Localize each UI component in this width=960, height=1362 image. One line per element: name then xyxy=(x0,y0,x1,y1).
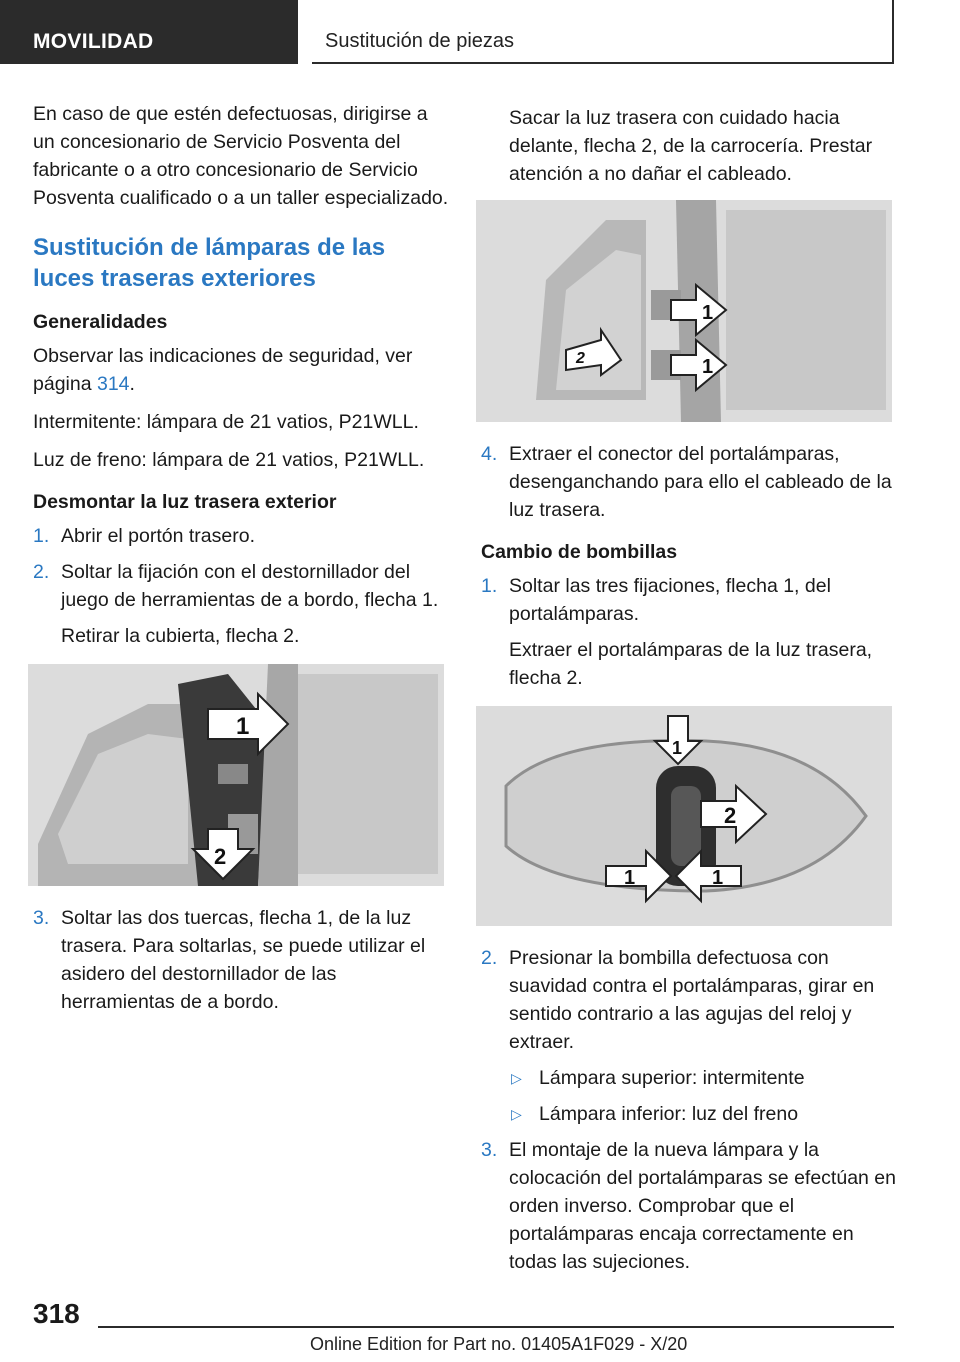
header-chapter-label: Sustitución de piezas xyxy=(325,30,515,52)
remove-subheading: Desmontar la luz trasera exterior xyxy=(33,491,337,513)
turn-signal-spec: Intermitente: lámpara de 21 vatios, P21WLL. xyxy=(33,411,419,433)
step-text: Presionar la bombilla defectuosa con suavidad contra el portalámparas, girar en sentido contrario a las agujas del reloj y extraer. xyxy=(509,947,875,1053)
figure-callout: 2 xyxy=(724,803,737,828)
header-chapter-tab xyxy=(312,0,894,64)
triangle-bullet-icon: ▷ xyxy=(511,1106,522,1122)
figure-callout: 1 xyxy=(712,867,724,889)
figure-callout: 1 xyxy=(236,713,250,740)
bullet-item xyxy=(481,1100,899,1128)
general-subheading: Generalidades xyxy=(33,311,168,333)
step-text: Soltar las tres fijaciones, flecha 1, del portalámparas. xyxy=(509,575,831,625)
header-section-label: MOVILIDAD xyxy=(33,30,154,53)
safety-text: Observar las indicaciones de seguridad, ver página xyxy=(33,345,413,395)
step-item xyxy=(33,904,451,1016)
step-text: Abrir el portón trasero. xyxy=(61,525,256,547)
left-column xyxy=(33,100,451,1024)
safety-end: . xyxy=(129,373,135,395)
step-item xyxy=(481,944,899,1056)
header-section-tab xyxy=(0,0,298,64)
section-heading: Sustitución de lámparas de las luces traseras exteriores xyxy=(33,234,386,292)
brake-light-spec: Luz de freno: lámpara de 21 vatios, P21WLL. xyxy=(33,449,425,471)
step-text: El montaje de la nueva lámpara y la colocación del portalámparas se efectúan en orden inverso. Comprobar que el portalámparas encaja correctamente en todas las sujeciones. xyxy=(509,1139,896,1273)
step-text: Soltar la fijación con el destornillador del juego de herramientas de a bordo, flecha 1. xyxy=(61,561,439,611)
bulb-holder-illustration xyxy=(476,706,892,926)
footer-divider xyxy=(98,1326,894,1328)
bullet-text: Lámpara inferior: luz del freno xyxy=(539,1103,799,1125)
figure-callout: 2 xyxy=(576,350,585,367)
bulb-subheading: Cambio de bombillas xyxy=(481,541,678,563)
step-text: Extraer el conector del portalámparas, desenganchando para ello el cableado de la luz trasera. xyxy=(509,443,892,521)
step-item xyxy=(33,522,451,550)
step-number: 1. xyxy=(33,525,50,547)
figure-callout: 1 xyxy=(702,302,714,324)
step-item xyxy=(481,572,899,628)
step-extra: Extraer el portalámparas de la luz trasera, flecha 2. xyxy=(509,639,873,689)
tail-light-removal-illustration xyxy=(476,200,892,422)
tail-light-cover-illustration xyxy=(28,664,444,886)
continued-paragraph: Sacar la luz trasera con cuidado hacia delante, flecha 2, de la carrocería. Prestar atención a no dañar el cableado. xyxy=(509,107,873,185)
step-number: 3. xyxy=(481,1139,498,1161)
bullet-item xyxy=(481,1064,899,1092)
step-number: 4. xyxy=(481,443,498,465)
triangle-bullet-icon: ▷ xyxy=(511,1070,522,1086)
step-number: 3. xyxy=(33,907,50,929)
step-item xyxy=(481,1136,899,1276)
step-number: 2. xyxy=(481,947,498,969)
safety-page-link[interactable]: 314 xyxy=(96,373,130,395)
step-item xyxy=(33,558,451,614)
intro-paragraph: En caso de que estén defectuosas, dirigirse a un concesionario de Servicio Posventa del fabricante o a otro concesionario de Servicio Posventa cualificado o a un taller especializado. xyxy=(33,103,449,209)
figure-callout: 1 xyxy=(672,738,683,758)
step-number: 1. xyxy=(481,575,498,597)
safety-note xyxy=(33,342,451,398)
footer-edition: Online Edition for Part no. 01405A1F029 - X/20 xyxy=(310,1334,688,1354)
figure-callout: 2 xyxy=(214,844,227,869)
step-extra: Retirar la cubierta, flecha 2. xyxy=(61,625,300,647)
right-column xyxy=(481,100,899,1284)
figure-callout: 1 xyxy=(702,356,714,378)
step-text: Soltar las dos tuercas, flecha 1, de la luz trasera. Para soltarlas, se puede utilizar el asidero del destornillador de las herramientas de a bordo. xyxy=(61,907,426,1013)
page-number: 318 xyxy=(33,1298,80,1329)
step-item xyxy=(481,440,899,524)
figure-callout: 1 xyxy=(624,867,636,889)
step-number: 2. xyxy=(33,561,50,583)
bullet-text: Lámpara superior: intermitente xyxy=(539,1067,805,1089)
